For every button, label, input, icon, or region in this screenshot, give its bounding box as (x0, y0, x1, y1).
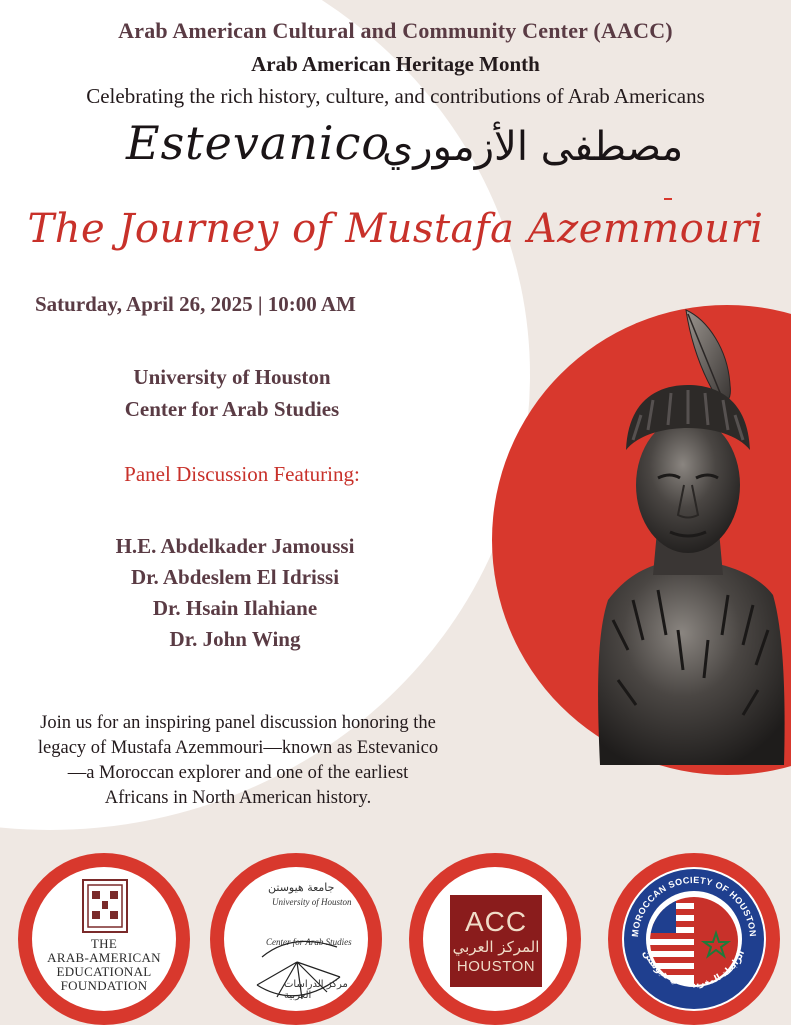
aaef-line: ARAB-AMERICAN (47, 950, 161, 965)
uh-arabic-bottom: مركز الدراسات العربية (284, 979, 348, 1001)
description-line: Join us for an inspiring panel discussion honoring the (40, 713, 436, 733)
msh-ring-top: MOROCCAN SOCIETY OF HOUSTON (629, 874, 759, 938)
msh-ring-bottom: الرابطة المغربية في هيوستن (640, 949, 748, 990)
description-line: —a Moroccan explorer and one of the earliest (67, 763, 409, 783)
aaef-line: EDUCATIONAL (56, 964, 152, 979)
aaef-line: THE (90, 936, 118, 951)
arabic-name: مصطفى الأزموري (382, 124, 684, 170)
event-title: The Journey of Mustafa Azemmouri (27, 206, 764, 252)
acc-arabic: المركز العربي (452, 938, 540, 956)
panel-heading: Panel Discussion Featuring: (124, 462, 360, 486)
svg-text:الرابطة المغربية في هيوستن (641, 949, 747, 989)
speaker-item: Dr. Abdeslem El Idrissi (130, 565, 340, 589)
speaker-item: H.E. Abdelkader Jamoussi (115, 534, 355, 558)
venue-line-2: Center for Arab Studies (124, 397, 340, 421)
uh-latin-top: University of Houston (272, 897, 352, 907)
aaef-name (32, 937, 176, 993)
decorative-dash (664, 198, 672, 200)
description-line: Africans in North American history. (104, 788, 372, 808)
aaef-line: FOUNDATION (60, 978, 148, 993)
speaker-item: Dr. John Wing (169, 627, 301, 651)
org-heading: Arab American Cultural and Community Center (AACC) (118, 18, 673, 43)
acc-abbrev: ACC (464, 906, 528, 937)
estevanico-bust-image (588, 300, 788, 765)
speaker-item: Dr. Hsain Ilahiane (152, 596, 318, 620)
venue-line-1: University of Houston (133, 365, 331, 389)
speaker-list (40, 531, 430, 655)
uh-center-arab-studies-logo (210, 853, 382, 1025)
moroccan-society-houston-logo (608, 853, 780, 1025)
acc-city: HOUSTON (456, 958, 536, 975)
acc-houston-logo (409, 853, 581, 1025)
aaef-emblem-icon (82, 879, 128, 933)
tagline: Celebrating the rich history, culture, and contributions of Arab Americans (86, 84, 705, 108)
aaef-logo (18, 853, 190, 1025)
estevanico-name: Estevanico (126, 116, 391, 170)
acc-badge (450, 895, 542, 987)
heritage-month-heading: Arab American Heritage Month (251, 52, 540, 76)
svg-text:MOROCCAN SOCIETY OF HOUSTON (630, 875, 758, 937)
uh-center-name: Center for Arab Studies (266, 937, 352, 947)
uh-arabic-top: جامعة هيوستن (268, 881, 335, 894)
event-date: Saturday, April 26, 2025 | 10:00 AM (35, 292, 356, 316)
description-line: legacy of Mustafa Azemmouri—known as Estevanico (37, 738, 439, 758)
msh-ring-text (622, 867, 766, 1011)
event-description (2, 711, 474, 811)
